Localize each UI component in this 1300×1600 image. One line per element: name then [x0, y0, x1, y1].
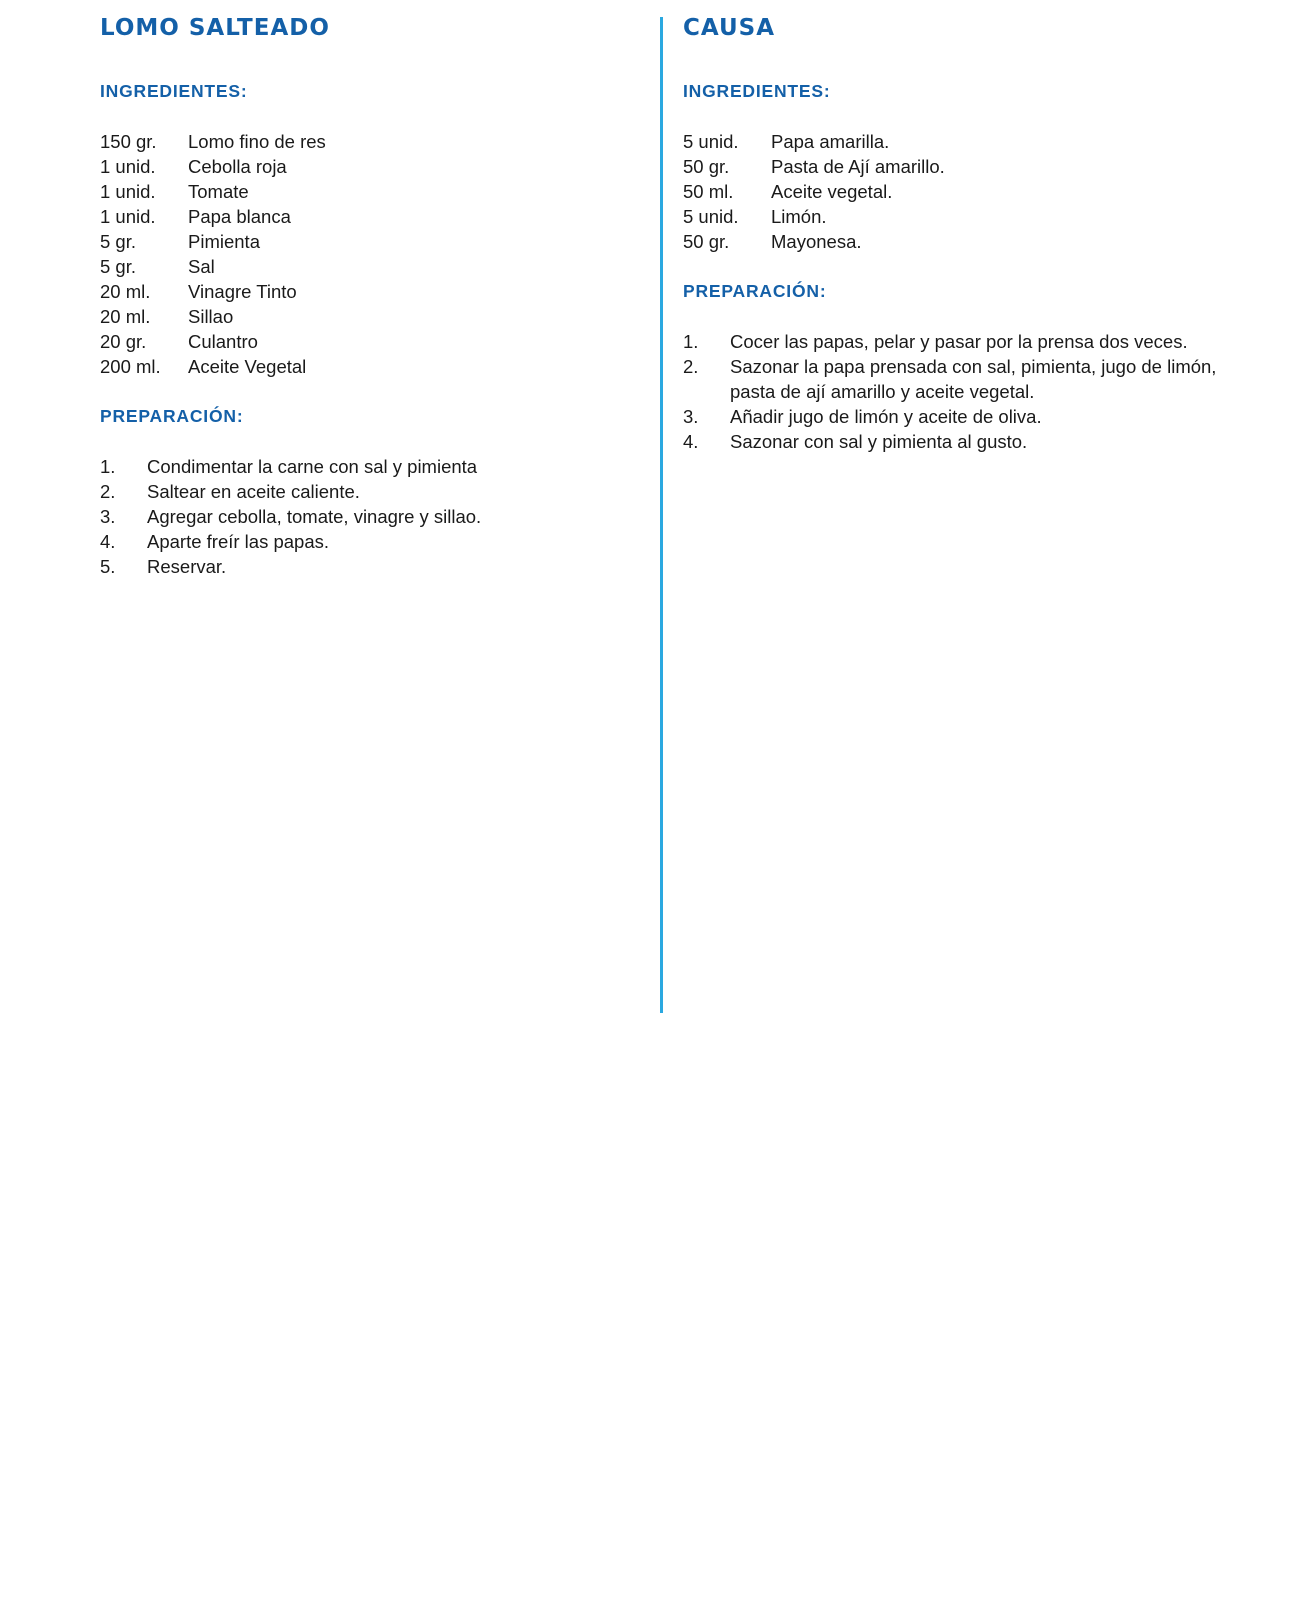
ingredient-quantity: 50 ml. [683, 181, 734, 202]
ingredient-quantity: 150 gr. [100, 131, 157, 152]
step-text: Añadir jugo de limón y aceite de oliva. [730, 406, 1042, 427]
step-number: 4. [683, 431, 699, 452]
preparation-steps [683, 329, 1243, 454]
step-row [100, 554, 640, 579]
ingredients-list [683, 129, 1243, 254]
step-row [100, 529, 640, 554]
ingredient-name: Cebolla roja [188, 156, 287, 177]
ingredient-quantity: 20 ml. [100, 281, 151, 302]
ingredient-row [100, 354, 640, 379]
step-text: Aparte freír las papas. [147, 531, 330, 552]
step-row [683, 404, 1243, 429]
ingredient-row [100, 329, 640, 354]
ingredient-row [683, 229, 1243, 254]
step-row [100, 504, 640, 529]
step-number: 4. [100, 531, 116, 552]
ingredient-quantity: 5 gr. [100, 231, 136, 252]
step-text: Saltear en aceite caliente. [147, 481, 360, 502]
ingredient-quantity: 5 gr. [100, 256, 136, 277]
step-number: 5. [100, 556, 116, 577]
column-divider [660, 17, 663, 1013]
step-number: 2. [100, 481, 116, 502]
step-number: 3. [683, 406, 699, 427]
ingredient-quantity: 5 unid. [683, 131, 739, 152]
ingredient-quantity: 200 ml. [100, 356, 161, 377]
step-number: 3. [100, 506, 116, 527]
recipe-title: CAUSA [683, 15, 776, 41]
ingredient-row [100, 229, 640, 254]
step-row [683, 354, 1243, 404]
step-text: Condimentar la carne con sal y pimienta [147, 456, 478, 477]
ingredients-list [100, 129, 640, 379]
ingredient-name: Sal [188, 256, 215, 277]
ingredient-quantity: 1 unid. [100, 206, 156, 227]
ingredient-row [100, 254, 640, 279]
ingredient-name: Aceite Vegetal [188, 356, 307, 377]
preparation-heading: PREPARACIÓN: [683, 281, 827, 301]
step-text: Sazonar con sal y pimienta al gusto. [730, 431, 1028, 452]
recipe-lomo-salteado [100, 10, 640, 579]
step-number: 1. [683, 331, 699, 352]
ingredient-row [683, 154, 1243, 179]
preparation-steps [100, 454, 640, 579]
step-number: 2. [683, 356, 699, 377]
ingredient-row [683, 179, 1243, 204]
ingredient-name: Limón. [771, 206, 827, 227]
ingredient-name: Sillao [188, 306, 234, 327]
step-text: Sazonar la papa prensada con sal, pimienta, jugo de limón, pasta de ají amarillo y aceite vegetal. [730, 356, 1217, 402]
ingredient-row [100, 179, 640, 204]
ingredient-row [100, 129, 640, 154]
preparation-heading: PREPARACIÓN: [100, 406, 244, 426]
step-number: 1. [100, 456, 116, 477]
ingredient-quantity: 1 unid. [100, 181, 156, 202]
ingredient-name: Culantro [188, 331, 258, 352]
ingredient-name: Pasta de Ají amarillo. [771, 156, 945, 177]
step-row [683, 329, 1243, 354]
ingredient-name: Pimienta [188, 231, 260, 252]
step-text: Reservar. [147, 556, 227, 577]
ingredient-name: Tomate [188, 181, 249, 202]
ingredient-row [100, 279, 640, 304]
ingredient-name: Mayonesa. [771, 231, 862, 252]
ingredient-quantity: 50 gr. [683, 231, 730, 252]
ingredient-row [683, 204, 1243, 229]
step-row [100, 479, 640, 504]
ingredient-name: Vinagre Tinto [188, 281, 297, 302]
step-row [683, 429, 1243, 454]
ingredient-quantity: 1 unid. [100, 156, 156, 177]
ingredient-row [100, 304, 640, 329]
ingredient-quantity: 5 unid. [683, 206, 739, 227]
ingredient-row [100, 154, 640, 179]
recipe-causa [683, 10, 1243, 454]
ingredient-quantity: 20 gr. [100, 331, 147, 352]
ingredient-name: Papa amarilla. [771, 131, 890, 152]
ingredient-row [100, 204, 640, 229]
step-text: Cocer las papas, pelar y pasar por la prensa dos veces. [730, 331, 1188, 352]
ingredient-name: Lomo fino de res [188, 131, 326, 152]
ingredient-quantity: 50 gr. [683, 156, 730, 177]
ingredients-heading: INGREDIENTES: [683, 81, 831, 101]
ingredient-quantity: 20 ml. [100, 306, 151, 327]
ingredients-heading: INGREDIENTES: [100, 81, 248, 101]
ingredient-name: Aceite vegetal. [771, 181, 893, 202]
step-row [100, 454, 640, 479]
ingredient-row [683, 129, 1243, 154]
ingredient-name: Papa blanca [188, 206, 291, 227]
recipe-title: LOMO SALTEADO [100, 15, 330, 41]
step-text: Agregar cebolla, tomate, vinagre y sillao. [147, 506, 482, 527]
